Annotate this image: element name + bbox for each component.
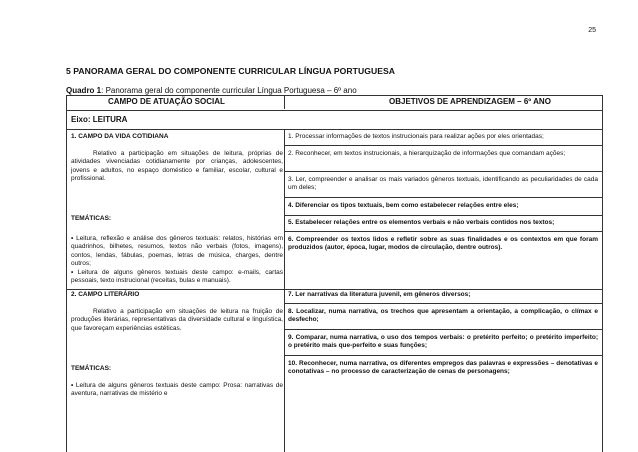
bullet-icon: • (71, 382, 76, 389)
objective-1: 1. Processar informações de textos instrucionais para realizar ações por eles orientadas; (288, 133, 544, 140)
field2-bullet-1-text: Leitura de alguns gêneros textuais deste campo: Prosa: narrativas de aventura, narrativas de mistério e (71, 382, 283, 398)
header-divider (284, 95, 285, 109)
field2-tematicas-label: TEMÁTICAS: (71, 365, 112, 372)
objective-2: 2. Reconhecer, em textos instrucionais, a hierarquização de informações que comandam ações; (288, 150, 566, 157)
objective-4: 4. Diferenciar os tipos textuais, bem como estabelecer relações entre eles; (288, 202, 519, 209)
field1-bullet-2-text: Leitura de alguns gêneros textuais deste campo: e-mails, cartas pessoais, texto instrucional (receitas, bulas e manuais). (71, 269, 283, 285)
objective-8: 8. Localizar, numa narrativa, os trechos que apresentam a orientação, a complicação, o clímax e desfecho; (288, 308, 598, 324)
caption-label: Quadro 1 (66, 86, 102, 95)
field2-description: Relativo a participação em situações de leitura na fruição de produções literárias, representativas da diversidade cultural e linguística, que favoreçam experiências estéticas. (71, 308, 283, 332)
field1-description: Relativo a participação em situações de leitura, próprias de atividades vivenciadas cotidianamente por crianças, adolescentes, jovens e adultos, no espaço doméstico e familiar, escolar, cultural e profissional. (71, 150, 283, 183)
objective-7: 7. Ler narrativas da literatura juvenil, em gêneros diversos; (288, 291, 471, 298)
objective-10: 10. Reconhecer, numa narrativa, os diferentes empregos das palavras e expressões – denotativas e conotativas – no processo de caracterização de cenas de personagens; (288, 360, 598, 376)
objective-divider (284, 231, 602, 232)
table-header-row (67, 95, 602, 111)
field1-title: 1. CAMPO DA VIDA COTIDIANA (71, 133, 169, 140)
objective-9: 9. Comparar, numa narrativa, o uso dos tempos verbais: o pretérito perfeito; o pretérito imperfeito; o pretérito mais que-perfeito e suas funções; (288, 334, 598, 350)
eixo-label: Eixo: LEITURA (71, 115, 128, 124)
objective-divider (284, 329, 602, 330)
field2-bullet-1 (71, 382, 283, 399)
field1-bullet-1-text: Leitura, reflexão e análise dos gêneros textuais: relatos, histórias em quadrinhos, bilhetes, resumos, textos não verbais (fotos, imagens), contos, lendas, fábulas, poemas, letras de música, charges, dentre outros; (71, 235, 283, 268)
bullet-icon: • (71, 235, 77, 242)
objective-divider (284, 145, 602, 146)
objective-divider (284, 355, 602, 356)
bullet-icon: • (71, 269, 78, 276)
objective-divider (284, 197, 602, 198)
header-objetivos: OBJETIVOS DE APRENDIZAGEM – 6º ANO (389, 97, 551, 106)
field1-tematicas-label: TEMÁTICAS: (71, 215, 112, 222)
field1-bullet-1 (71, 235, 283, 269)
field1-bullet-2 (71, 269, 283, 286)
objective-6: 6. Compreender os textos lidos e refletir sobre as suas finalidades e os contextos em que foram produzidos (autor, época, lugar, modos de circulação, dentre outros). (288, 236, 598, 252)
section-title: 5 PANORAMA GERAL DO COMPONENTE CURRICULAR LÍNGUA PORTUGUESA (66, 66, 396, 76)
caption-text: : Panorama geral do componente curricular Língua Portuguesa – 6º ano (101, 86, 357, 95)
objective-divider (284, 171, 602, 172)
objective-divider (284, 303, 602, 304)
header-campo: CAMPO DE ATUAÇÃO SOCIAL (108, 97, 225, 106)
objective-3: 3. Ler, compreender e analisar os mais variados gêneros textuais, identificando as peculiaridades de cada um deles; (288, 176, 598, 192)
objective-divider (284, 215, 602, 216)
objective-5: 5. Estabelecer relações entre os elementos verbais e não verbais contidos nos textos; (288, 219, 555, 226)
curriculum-table (66, 95, 603, 452)
row-divider (67, 289, 602, 290)
page-number: 25 (588, 27, 596, 34)
row-divider (67, 129, 602, 130)
column-divider (284, 129, 285, 452)
table-caption (66, 86, 357, 95)
field2-title: 2. CAMPO LITERÁRIO (71, 291, 140, 298)
